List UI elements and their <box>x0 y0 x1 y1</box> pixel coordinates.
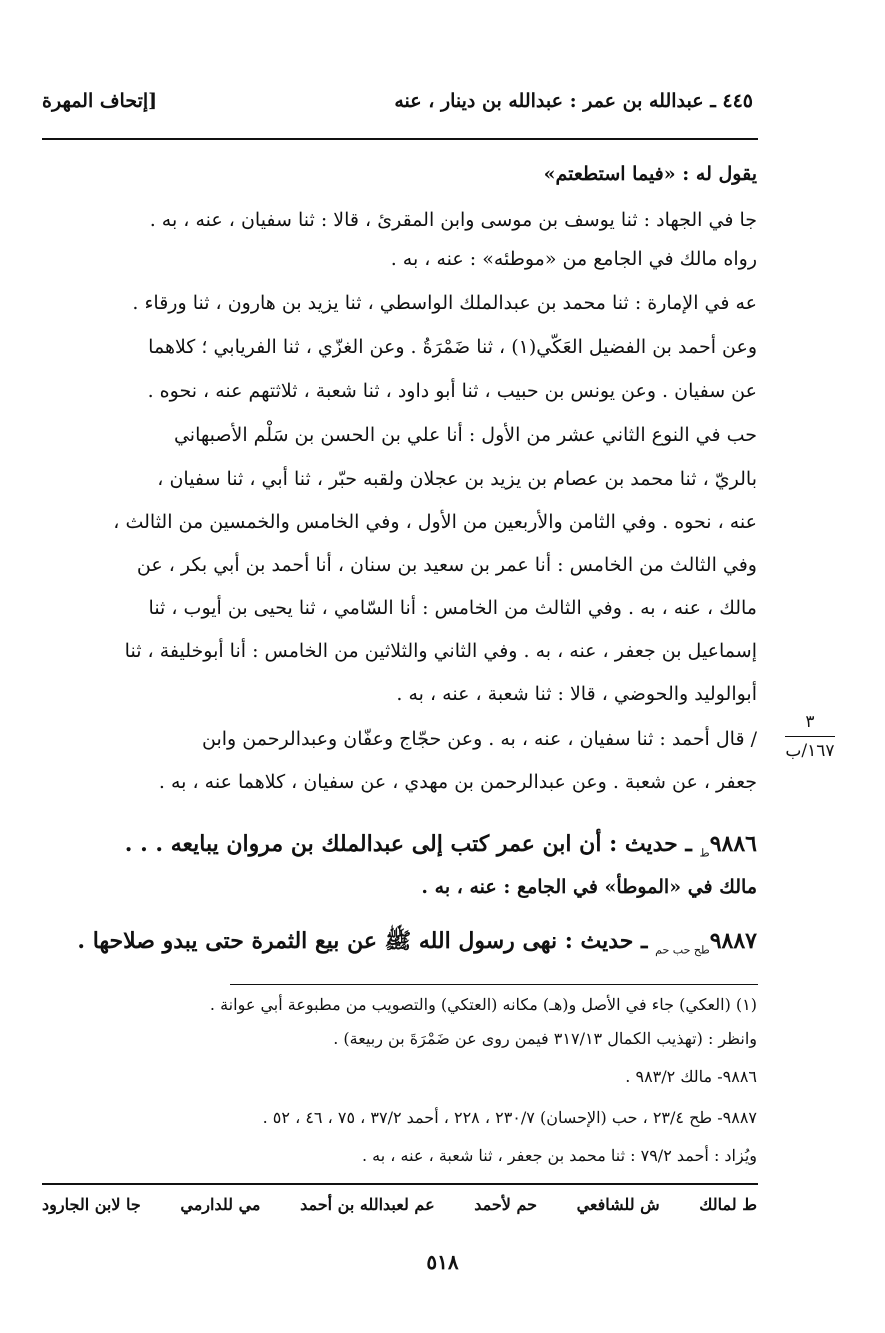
running-header-book: [إتحاف المهرة <box>42 90 158 112</box>
abbreviation: عم لعبدالله بن أحمد <box>300 1195 435 1214</box>
text-line: / قال أحمد : ثنا سفيان ، عنه ، به . وعن حجّاج وعفّان وعبدالرحمن وابن <box>202 728 757 750</box>
abbreviations-key <box>42 1195 757 1214</box>
text-line: رواه مالك في الجامع من «موطئه» : عنه ، به . <box>390 248 757 270</box>
text-line: عه في الإمارة : ثنا محمد بن عبدالملك الواسطي ، ثنا يزيد بن هارون ، ثنا ورقاء . <box>132 292 757 314</box>
text-line: جا في الجهاد : ثنا يوسف بن موسى وابن المقرئ ، قالا : ثنا سفيان ، عنه ، به . <box>149 209 757 231</box>
hadith-number: ٩٨٨٦ <box>709 831 757 857</box>
footnote-line: (١) (العكي) جاء في الأصل و(هـ) مكانه (العتكي) والتصويب من مطبوعة أبي عوانة . <box>209 995 757 1014</box>
hadith-9886-heading <box>42 825 757 872</box>
header-rule <box>42 138 758 140</box>
abbreviation: حم لأحمد <box>474 1195 537 1214</box>
hadith-source-mark: طح حب حم <box>655 943 710 957</box>
footnote-line: ويُزاد : أحمد ٧٩/٢ : ثنا محمد بن جعفر ، ثنا شعبة ، عنه ، به . <box>361 1146 757 1165</box>
hadith-9887-heading <box>42 922 757 969</box>
abbreviations-rule <box>42 1183 758 1185</box>
text-line: أبوالوليد والحوضي ، قالا : ثنا شعبة ، عنه ، به . <box>396 683 757 705</box>
abbreviation: ش للشافعي <box>576 1195 660 1214</box>
text-line: حب في النوع الثاني عشر من الأول : أنا علي بن الحسن بن سَلْم الأصبهاني <box>173 424 757 446</box>
hadith-source-mark: ط <box>699 846 710 860</box>
hadith-9886-source: مالك في «الموطأ» في الجامع : عنه ، به . <box>421 876 757 898</box>
text-line: بالريّ ، ثنا محمد بن عصام بن يزيد بن عجلان ولقبه حبّر ، ثنا أبي ، ثنا سفيان ، <box>157 468 757 490</box>
abbreviation: ط لمالك <box>699 1195 757 1214</box>
text-line: وفي الثالث من الخامس : أنا عمر بن سعيد بن سنان ، أنا أحمد بن أبي بكر ، عن <box>136 554 757 576</box>
folio-top: ٣ <box>805 712 815 732</box>
text-line: عنه ، نحوه . وفي الثامن والأربعين من الأول ، وفي الخامس والخمسين من الثالث ، <box>113 511 757 533</box>
text-line: مالك ، عنه ، به . وفي الثالث من الخامس : أنا السّامي ، ثنا يحيى بن أيوب ، ثنا <box>148 597 757 619</box>
text-line: جعفر ، عن شعبة . وعن عبدالرحمن بن مهدي ، عن سفيان ، كلاهما عنه ، به . <box>158 771 757 793</box>
folio-bottom: ١٦٧/ب <box>785 741 835 761</box>
page-number: ٥١٨ <box>426 1250 459 1274</box>
abbreviation: مي للدارمي <box>180 1195 261 1214</box>
footnote-line: ٩٨٨٦- مالك ٩٨٣/٢ . <box>625 1067 757 1086</box>
hadith-number: ٩٨٨٧ <box>709 928 757 954</box>
hadith-text: ـ حديث : أن ابن عمر كتب إلى عبدالملك بن مروان يبايعه . . . <box>124 831 692 857</box>
footnote-rule <box>230 984 758 985</box>
abbreviation: جا لابن الجارود <box>42 1195 141 1214</box>
text-line: يقول له : «فيما استطعتم» <box>543 163 757 185</box>
running-header-title: ٤٤٥ ـ عبدالله بن عمر : عبدالله بن دينار ، عنه <box>394 90 753 112</box>
footnote-line: وانظر : (تهذيب الكمال ٣١٧/١٣ فيمن روى عن ضَمْرَةَ بن ربيعة) . <box>333 1029 757 1048</box>
text-line: إسماعيل بن جعفر ، عنه ، به . وفي الثاني والثلاثين من الخامس : أنا أبوخليفة ، ثنا <box>124 640 757 662</box>
folio-divider <box>785 736 835 737</box>
manuscript-folio-note <box>780 712 840 761</box>
hadith-text: ـ حديث : نهى رسول الله ﷺ عن بيع الثمرة حتى يبدو صلاحها . <box>77 928 648 954</box>
text-line: وعن أحمد بن الفضيل العَكّي(١) ، ثنا ضَمْرَةُ . وعن الغزّي ، ثنا الفريابي ؛ كلاهما <box>148 336 757 358</box>
text-line: عن سفيان . وعن يونس بن حبيب ، ثنا أبو داود ، ثنا شعبة ، ثلاثتهم عنه ، نحوه . <box>147 380 757 402</box>
footnote-line: ٩٨٨٧- طح ٢٣/٤ ، حب (الإحسان) ٢٣٠/٧ ، ٢٢٨ ، أحمد ٣٧/٢ ، ٧٥ ، ٤٦ ، ٥٢ . <box>262 1108 757 1127</box>
